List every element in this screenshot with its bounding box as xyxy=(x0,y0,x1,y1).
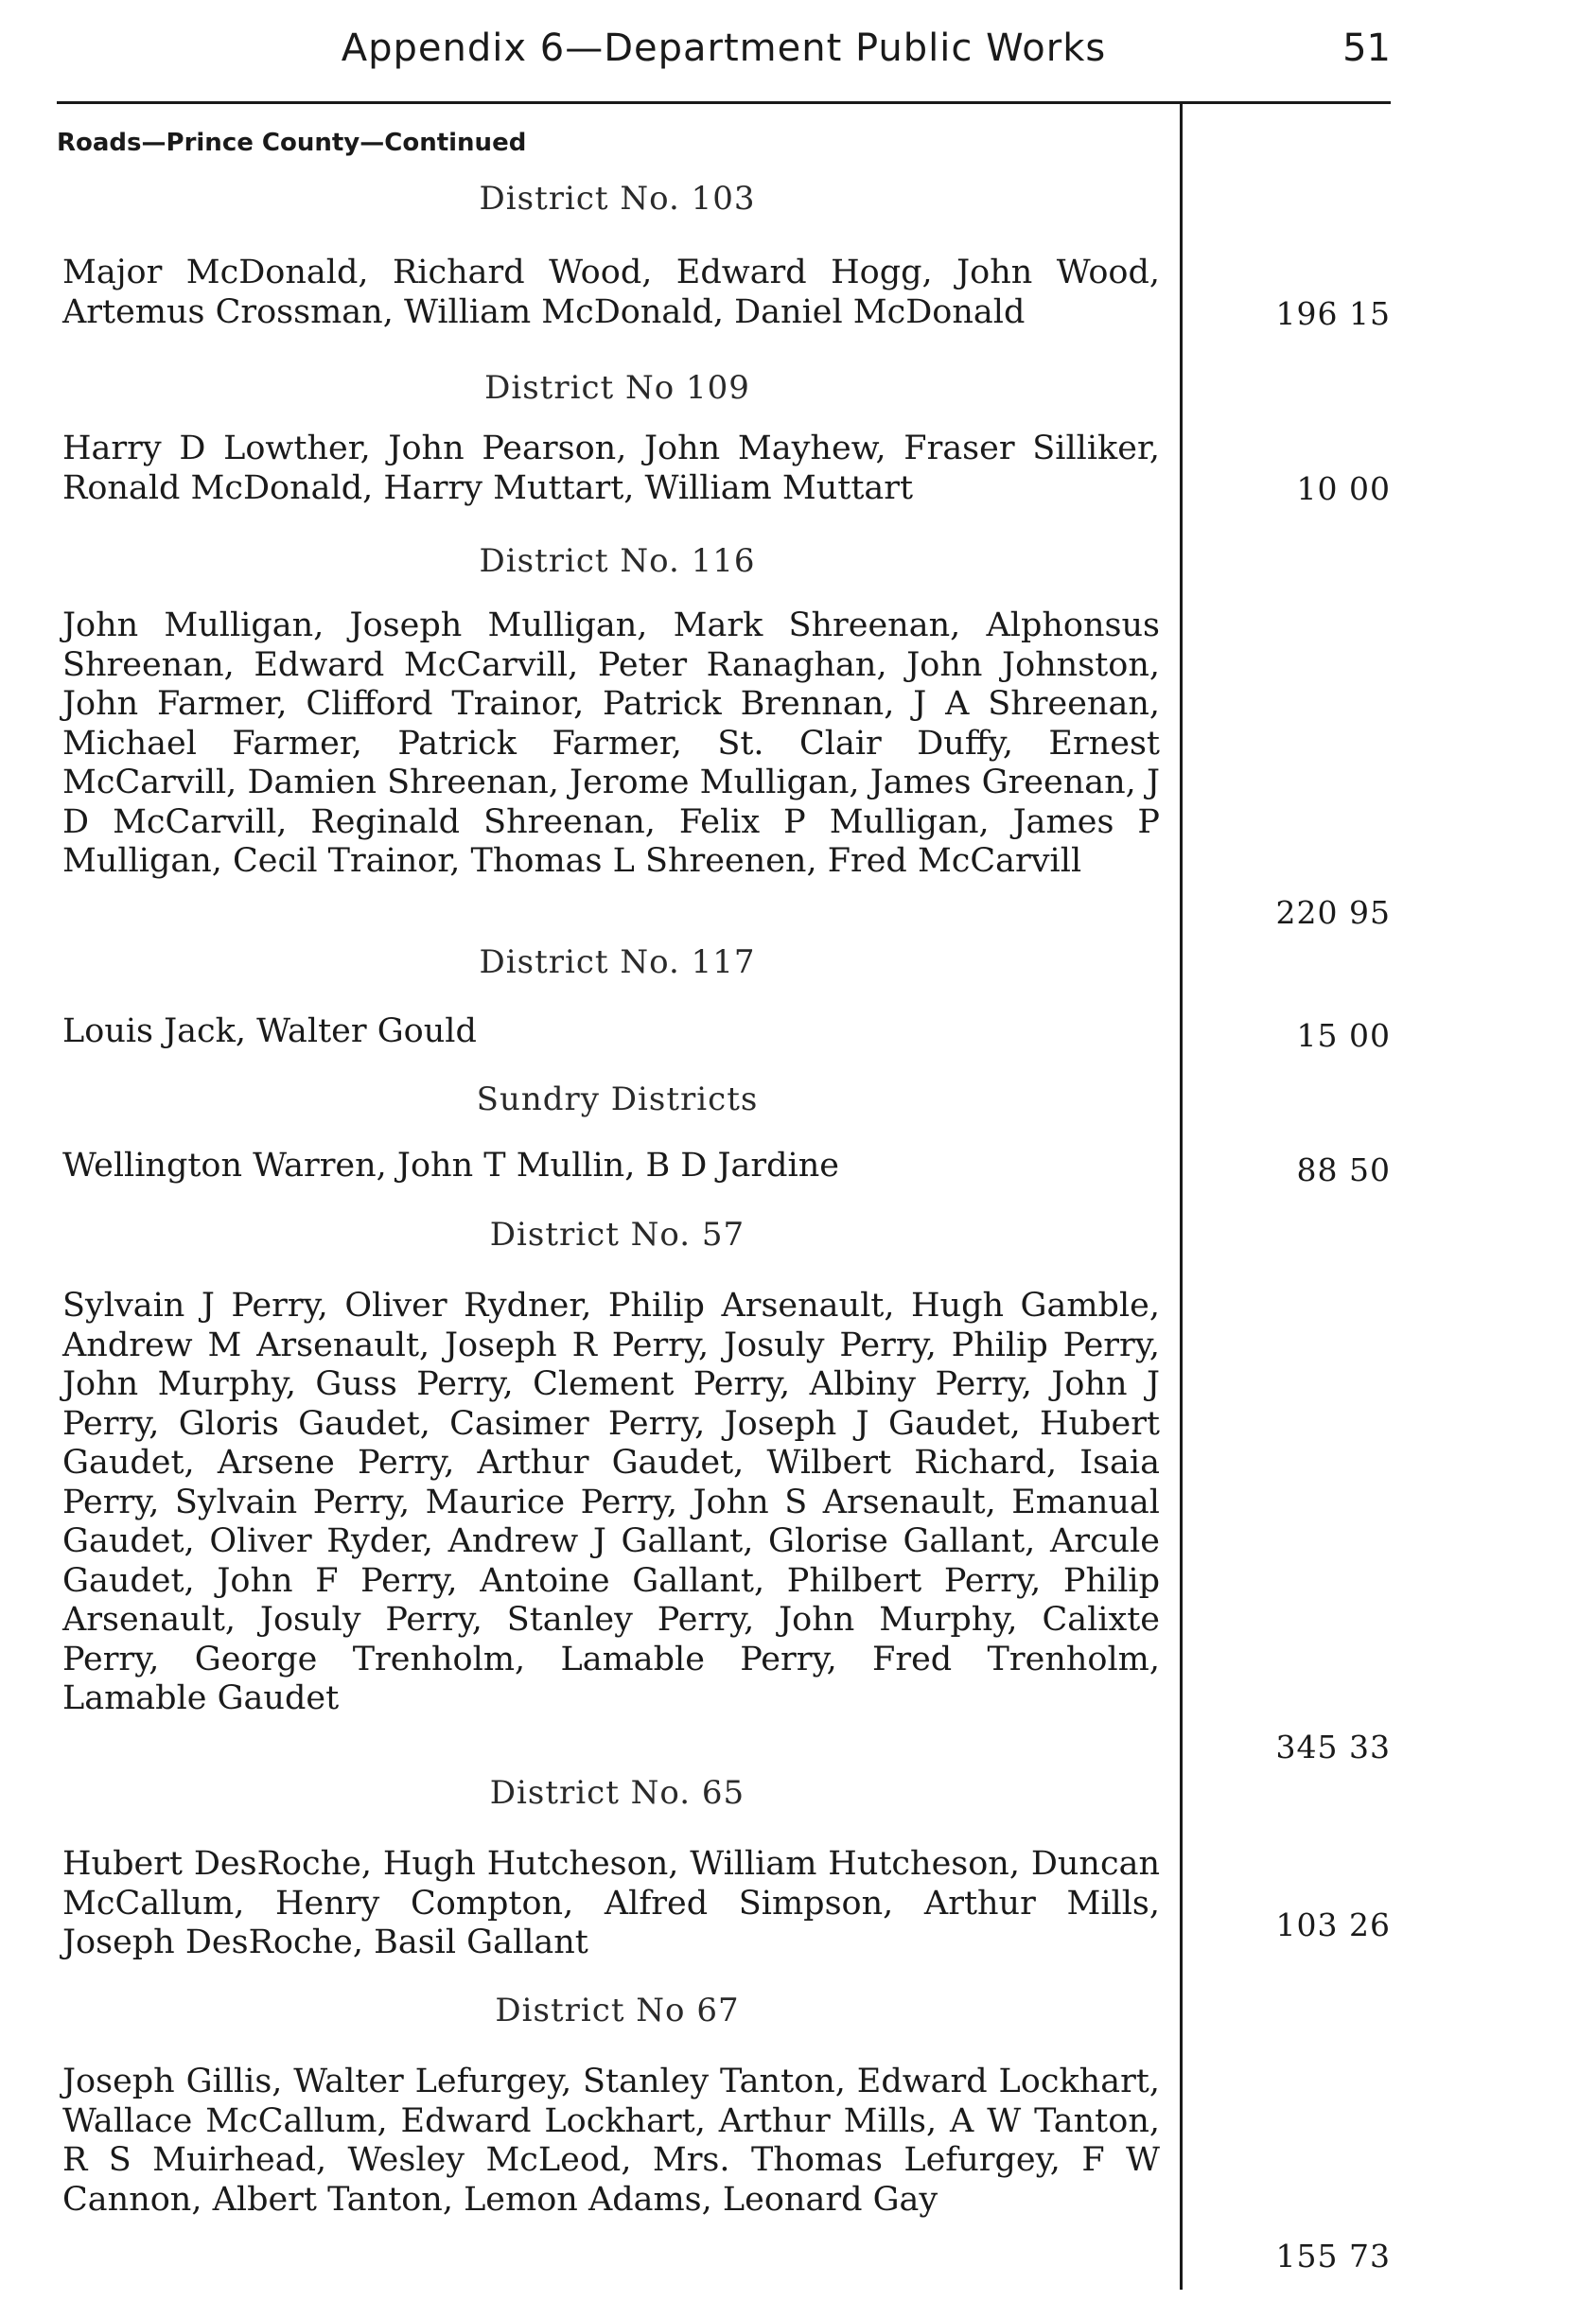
district-names: Harry D Lowther, John Pearson, John Mayhew, Fraser Silliker, Ronald McDonald, Harry Muttart, William Muttart xyxy=(62,430,1160,507)
district-heading: District No 67 xyxy=(495,1992,740,2029)
district-heading: District No. 65 xyxy=(489,1774,745,1812)
district-amount: 103 26 xyxy=(1275,1906,1391,1943)
amount-column-divider xyxy=(1180,104,1183,2290)
header-divider xyxy=(57,101,1391,104)
district-names: Sylvain J Perry, Oliver Rydner, Philip Arsenault, Hugh Gamble, Andrew M Arsenault, Joseph R Perry, Josuly Perry, Philip Perry, John Murphy, Guss Perry, Clement Perry, Albiny Perry, John J Perry, Gloris Gaudet, Casimer Perry, Joseph J Gaudet, Hubert Gaudet, Arsene Perry, Arthur Gaudet, Wilbert Richard, Isaia Perry, Sylvain Perry, Maurice Perry, John S Arsenault, Emanual Gaudet, Oliver Ryder, Andrew J Gallant, Glorise Gallant, Arcule Gaudet, John F Perry, Antoine Gallant, Philbert Perry, Philip Arsenault, Josuly Perry, Stanley Perry, John Murphy, Calixte Perry, George Trenholm, Lamable Perry, Fred Trenholm, Lamable Gaudet xyxy=(62,1287,1160,1717)
district-heading: District No. 103 xyxy=(479,180,756,218)
district-names: Wellington Warren, John T Mullin, B D Jardine xyxy=(62,1147,839,1185)
district-amount: 345 33 xyxy=(1275,1729,1391,1765)
district-heading: District No. 117 xyxy=(479,943,756,981)
district-names: Hubert DesRoche, Hugh Hutcheson, William Hutcheson, Duncan McCallum, Henry Compton, Alfred Simpson, Arthur Mills, Joseph DesRoche, Basil Gallant xyxy=(62,1845,1160,1961)
district-names: Major McDonald, Richard Wood, Edward Hogg, John Wood, Artemus Crossman, William McDonald, Daniel McDonald xyxy=(62,254,1160,331)
district-names: Joseph Gillis, Walter Lefurgey, Stanley Tanton, Edward Lockhart, Wallace McCallum, Edward Lockhart, Arthur Mills, A W Tanton, R S Muirhead, Wesley McLeod, Mrs. Thomas Lefurgey, F W Cannon, Albert Tanton, Lemon Adams, Leonard Gay xyxy=(62,2063,1160,2219)
district-heading: District No. 57 xyxy=(489,1216,745,1254)
district-amount: 88 50 xyxy=(1296,1151,1391,1188)
page-number: 51 xyxy=(1342,26,1391,70)
district-amount: 220 95 xyxy=(1275,894,1391,931)
page-header xyxy=(57,0,1391,102)
district-amount: 15 00 xyxy=(1296,1017,1391,1054)
district-amount: 196 15 xyxy=(1275,295,1391,332)
district-heading: Sundry Districts xyxy=(476,1080,759,1118)
section-heading: Roads—Prince County—Continued xyxy=(57,129,527,157)
district-heading: District No 109 xyxy=(484,369,750,407)
district-names: Louis Jack, Walter Gould xyxy=(62,1012,477,1050)
district-amount: 10 00 xyxy=(1296,470,1391,507)
page-title: Appendix 6—Department Public Works xyxy=(341,26,1107,70)
district-amount: 155 73 xyxy=(1275,2238,1391,2275)
district-names: John Mulligan, Joseph Mulligan, Mark Shreenan, Alphonsus Shreenan, Edward McCarvill, Peter Ranaghan, John Johnston, John Farmer, Clifford Trainor, Patrick Brennan, J A Shreenan, Michael Farmer, Patrick Farmer, St. Clair Duffy, Ernest McCarvill, Damien Shreenan, Jerome Mulligan, James Greenan, J D McCarvill, Reginald Shreenan, Felix P Mulligan, James P Mulligan, Cecil Trainor, Thomas L Shreenen, Fred McCarvill xyxy=(62,606,1160,880)
district-heading: District No. 116 xyxy=(479,542,756,580)
